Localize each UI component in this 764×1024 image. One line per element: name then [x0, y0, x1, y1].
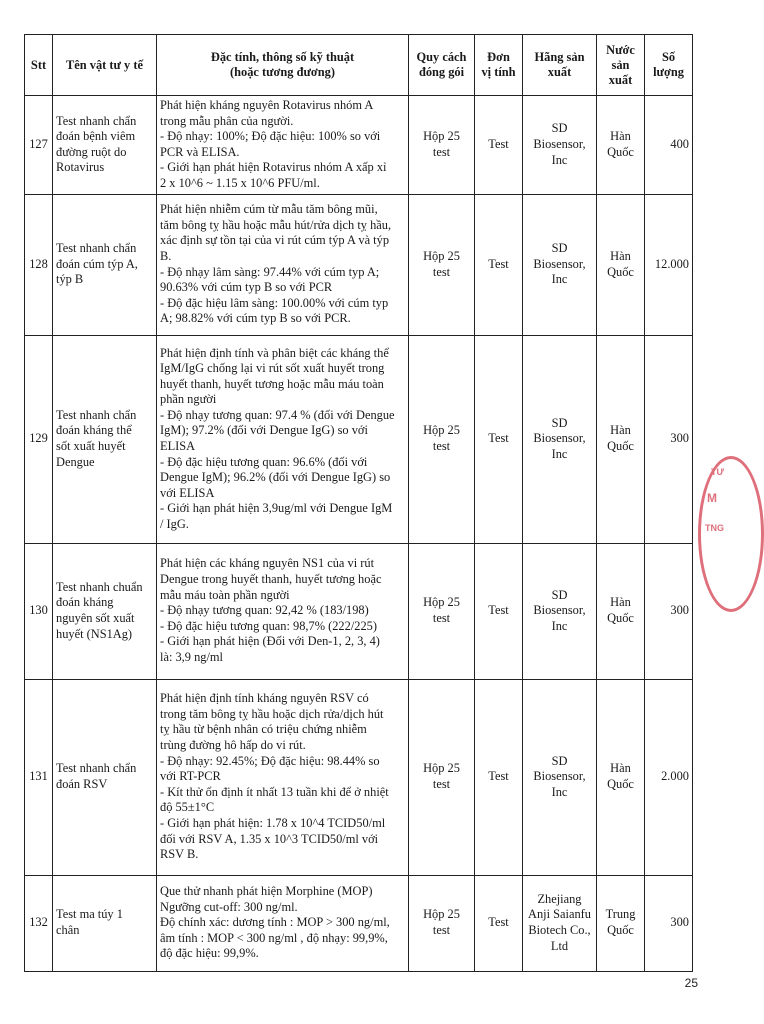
item-specification	[157, 194, 409, 335]
table-row	[25, 679, 693, 875]
cell-line: SD	[551, 415, 568, 430]
cell-line: với ELISA	[160, 485, 215, 500]
cell-line: Test nhanh chẩn	[56, 241, 137, 256]
cell-line: Dengue IgM); 96.2% (đối với Dengue IgG) so	[160, 470, 391, 485]
cell-line: týp B	[56, 272, 84, 287]
cell-line: độ đặc hiệu: 99,9%.	[160, 946, 259, 961]
item-specification	[157, 96, 409, 195]
cell-line: Hàn	[610, 248, 631, 263]
cell-line: phần người	[160, 392, 217, 407]
country-of-origin	[597, 679, 645, 875]
cell-line: Hộp 25	[423, 595, 460, 610]
cell-line: Test nhanh chẩn	[56, 113, 137, 128]
manufacturer	[523, 335, 597, 543]
cell-line: độ 55±1°C	[160, 800, 215, 815]
table-body	[25, 96, 693, 972]
cell-line: IgM/IgG chống lại vi rút sốt xuất huyết trong	[160, 361, 385, 376]
cell-line: Phát hiện các kháng nguyên NS1 của vi rút	[160, 556, 375, 571]
quantity: 300	[645, 875, 693, 971]
cell-line: Độ chính xác: dương tính : MOP > 300 ng/ml,	[160, 915, 390, 930]
cell-line: trong mẫu phân của người.	[160, 113, 294, 128]
cell-line: - Độ đặc hiệu tương quan: 98,7% (222/225)	[160, 618, 377, 633]
cell-line: / IgG.	[160, 517, 189, 532]
cell-line: Biosensor,	[533, 431, 586, 446]
table-row	[25, 335, 693, 543]
cell-line: mẫu máu toàn phần người	[160, 587, 290, 602]
cell-line: là: 3,9 ng/ml	[160, 650, 223, 665]
cell-line: Test nhanh chuẩn	[56, 579, 143, 594]
cell-line: tăm bông tỵ hầu hoặc mẫu hút/rửa dịch tỵ hầu,	[160, 217, 392, 232]
cell-line: Inc	[551, 152, 568, 167]
cell-line: đoán cúm týp A,	[56, 256, 138, 271]
cell-line: IgM); 97.2% (đối với Dengue IgG) so với	[160, 423, 368, 438]
cell-line: SD	[551, 121, 568, 136]
header-spec: Đặc tính, thông số kỹ thuật (hoặc tương đương)	[157, 35, 409, 96]
packaging	[409, 335, 475, 543]
cell-line: Inc	[551, 272, 568, 287]
table-row	[25, 875, 693, 971]
quantity: 400	[645, 96, 693, 195]
row-number: 129	[25, 335, 53, 543]
header-row	[25, 35, 693, 96]
cell-line: nguyên sốt xuất	[56, 611, 135, 626]
country-of-origin	[597, 194, 645, 335]
item-specification	[157, 543, 409, 679]
manufacturer	[523, 96, 597, 195]
header-pack: Quy cách đóng gói	[409, 35, 475, 96]
cell-line: Trung	[605, 907, 636, 922]
packaging	[409, 875, 475, 971]
cell-line: Quốc	[607, 611, 634, 626]
cell-line: Biosensor,	[533, 769, 586, 784]
cell-line: Hàn	[610, 423, 631, 438]
country-of-origin	[597, 543, 645, 679]
row-number: 128	[25, 194, 53, 335]
unit: Test	[475, 679, 523, 875]
item-name	[53, 679, 157, 875]
cell-line: ELISA	[160, 439, 196, 454]
cell-line: Que thử nhanh phát hiện Morphine (MOP)	[160, 884, 373, 899]
cell-line: Hàn	[610, 595, 631, 610]
cell-line: Inc	[551, 446, 568, 461]
manufacturer	[523, 194, 597, 335]
packaging	[409, 194, 475, 335]
medical-supplies-table	[24, 34, 693, 972]
quantity: 2.000	[645, 679, 693, 875]
red-seal-stamp: TƯ M TNG	[698, 456, 764, 612]
cell-line: B.	[160, 248, 172, 263]
cell-line: Ltd	[550, 938, 569, 953]
cell-line: SD	[551, 241, 568, 256]
item-name	[53, 335, 157, 543]
cell-line: Test ma túy 1	[56, 907, 123, 922]
cell-line: trong tăm bông tỵ hầu hoặc dịch rửa/dịch hút	[160, 706, 384, 721]
cell-line: RSV B.	[160, 847, 199, 862]
cell-line: Biotech Co.,	[528, 923, 591, 938]
cell-line: Test nhanh chẩn	[56, 407, 137, 422]
cell-line: Quốc	[607, 923, 634, 938]
cell-line: Quốc	[607, 264, 634, 279]
country-of-origin	[597, 335, 645, 543]
cell-line: tỵ hầu từ bệnh nhân có triệu chứng nhiễm	[160, 722, 367, 737]
header-stt: Stt	[25, 35, 53, 96]
cell-line: Hàn	[610, 129, 631, 144]
cell-line: Ngưỡng cut-off: 300 ng/ml.	[160, 899, 298, 914]
cell-line: đoán RSV	[56, 777, 108, 792]
cell-line: Hộp 25	[423, 761, 460, 776]
cell-line: Phát hiện định tính kháng nguyên RSV có	[160, 691, 369, 706]
cell-line: 90.63% với cúm typ B so với PCR	[160, 280, 333, 295]
page-number: 25	[684, 976, 698, 990]
cell-line: Phát hiện định tính và phân biệt các kháng thể	[160, 345, 389, 360]
manufacturer	[523, 679, 597, 875]
header-quantity: Số lượng	[645, 35, 693, 96]
row-number: 132	[25, 875, 53, 971]
cell-line: âm tính : MOP < 300 ng/ml , độ nhạy: 99,9%,	[160, 930, 388, 945]
cell-line: 2 x 10^6 ~ 1.15 x 10^6 PFU/ml.	[160, 175, 320, 190]
unit: Test	[475, 194, 523, 335]
cell-line: Hộp 25	[423, 248, 460, 263]
cell-line: SD	[551, 587, 568, 602]
unit: Test	[475, 96, 523, 195]
item-name	[53, 96, 157, 195]
cell-line: sốt xuất huyết	[56, 439, 126, 454]
quantity: 300	[645, 335, 693, 543]
cell-line: Phát hiện nhiễm cúm từ mẫu tăm bông mũi,	[160, 202, 378, 217]
cell-line: huyết thanh, huyết tương hoặc mẫu máu toàn	[160, 376, 384, 391]
cell-line: Hộp 25	[423, 423, 460, 438]
quantity: 12.000	[645, 194, 693, 335]
country-of-origin	[597, 875, 645, 971]
cell-line: - Giới hạn phát hiện Rotavirus nhóm A xấp xỉ	[160, 160, 387, 175]
manufacturer	[523, 543, 597, 679]
cell-line: Dengue trong huyết thanh, huyết tương hoặc	[160, 572, 382, 587]
cell-line: - Độ nhạy tương quan: 92,42 % (183/198)	[160, 603, 369, 618]
table-row	[25, 543, 693, 679]
manufacturer	[523, 875, 597, 971]
item-name	[53, 875, 157, 971]
cell-line: - Giới hạn phát hiện: 1.78 x 10^4 TCID50/ml	[160, 816, 386, 831]
header-unit: Đơn vị tính	[475, 35, 523, 96]
cell-line: - Độ nhạy tương quan: 97.4 % (đối với Dengue	[160, 407, 395, 422]
cell-line: test	[432, 264, 451, 279]
cell-line: - Độ đặc hiệu lâm sàng: 100.00% với cúm typ	[160, 295, 389, 310]
item-specification	[157, 335, 409, 543]
item-name	[53, 543, 157, 679]
cell-line: Quốc	[607, 777, 634, 792]
cell-line: Inc	[551, 618, 568, 633]
cell-line: - Độ nhạy: 100%; Độ đặc hiệu: 100% so với	[160, 129, 381, 144]
cell-line: Quốc	[607, 439, 634, 454]
cell-line: Dengue	[56, 454, 95, 469]
cell-line: trùng đường hô hấp do vi rút.	[160, 738, 306, 753]
packaging	[409, 96, 475, 195]
table-row	[25, 194, 693, 335]
cell-line: xác định sự tồn tại của vi rút cúm týp A và týp	[160, 233, 390, 248]
cell-line: Biosensor,	[533, 136, 586, 151]
cell-line: Hộp 25	[423, 129, 460, 144]
cell-line: - Độ nhạy lâm sàng: 97.44% với cúm typ A;	[160, 264, 380, 279]
cell-line: Hộp 25	[423, 907, 460, 922]
cell-line: Test nhanh chẩn	[56, 761, 137, 776]
item-specification	[157, 679, 409, 875]
cell-line: SD	[551, 753, 568, 768]
quantity: 300	[645, 543, 693, 679]
packaging	[409, 543, 475, 679]
cell-line: Hàn	[610, 761, 631, 776]
cell-line: Anji Saianfu	[528, 907, 591, 922]
cell-line: Biosensor,	[533, 603, 586, 618]
cell-line: Phát hiện kháng nguyên Rotavirus nhóm A	[160, 98, 374, 112]
cell-line: đoán kháng	[56, 595, 114, 610]
cell-line: đối với RSV A, 1.35 x 10^3 TCID50/ml với	[160, 831, 379, 846]
cell-line: Inc	[551, 784, 568, 799]
item-specification	[157, 875, 409, 971]
cell-line: A; 98.82% với cúm typ B so với PCR.	[160, 311, 351, 326]
cell-line: đoán bệnh viêm	[56, 129, 136, 144]
cell-line: test	[432, 923, 451, 938]
packaging	[409, 679, 475, 875]
cell-line: - Kít thử ổn định ít nhất 13 tuần khi để ở nhiệt	[160, 784, 389, 799]
cell-line: PCR và ELISA.	[160, 144, 240, 159]
row-number: 127	[25, 96, 53, 195]
cell-line: đoán kháng thể	[56, 423, 132, 438]
cell-line: - Giới hạn phát hiện (Đối với Den-1, 2, 3, 4)	[160, 634, 380, 649]
header-country: Nước sản xuất	[597, 35, 645, 96]
cell-line: test	[432, 144, 451, 159]
unit: Test	[475, 543, 523, 679]
cell-line: đường ruột do	[56, 144, 127, 159]
country-of-origin	[597, 96, 645, 195]
cell-line: - Độ đặc hiệu tương quan: 96.6% (đối với	[160, 454, 368, 469]
cell-line: Quốc	[607, 144, 634, 159]
table-row	[25, 96, 693, 195]
unit: Test	[475, 335, 523, 543]
cell-line: chân	[56, 923, 80, 938]
cell-line: test	[432, 777, 451, 792]
cell-line: test	[432, 439, 451, 454]
cell-line: Zhejiang	[537, 891, 582, 906]
cell-line: Rotavirus	[56, 160, 105, 175]
header-manufacturer: Hãng sản xuất	[523, 35, 597, 96]
row-number: 131	[25, 679, 53, 875]
header-name: Tên vật tư y tế	[53, 35, 157, 96]
row-number: 130	[25, 543, 53, 679]
unit: Test	[475, 875, 523, 971]
cell-line: huyết (NS1Ag)	[56, 626, 133, 641]
cell-line: Biosensor,	[533, 256, 586, 271]
item-name	[53, 194, 157, 335]
cell-line: với RT-PCR	[160, 769, 221, 784]
cell-line: - Độ nhạy: 92.45%; Độ đặc hiệu: 98.44% so	[160, 753, 380, 768]
cell-line: - Giới hạn phát hiện 3,9ug/ml với Dengue IgM	[160, 501, 393, 516]
cell-line: test	[432, 611, 451, 626]
